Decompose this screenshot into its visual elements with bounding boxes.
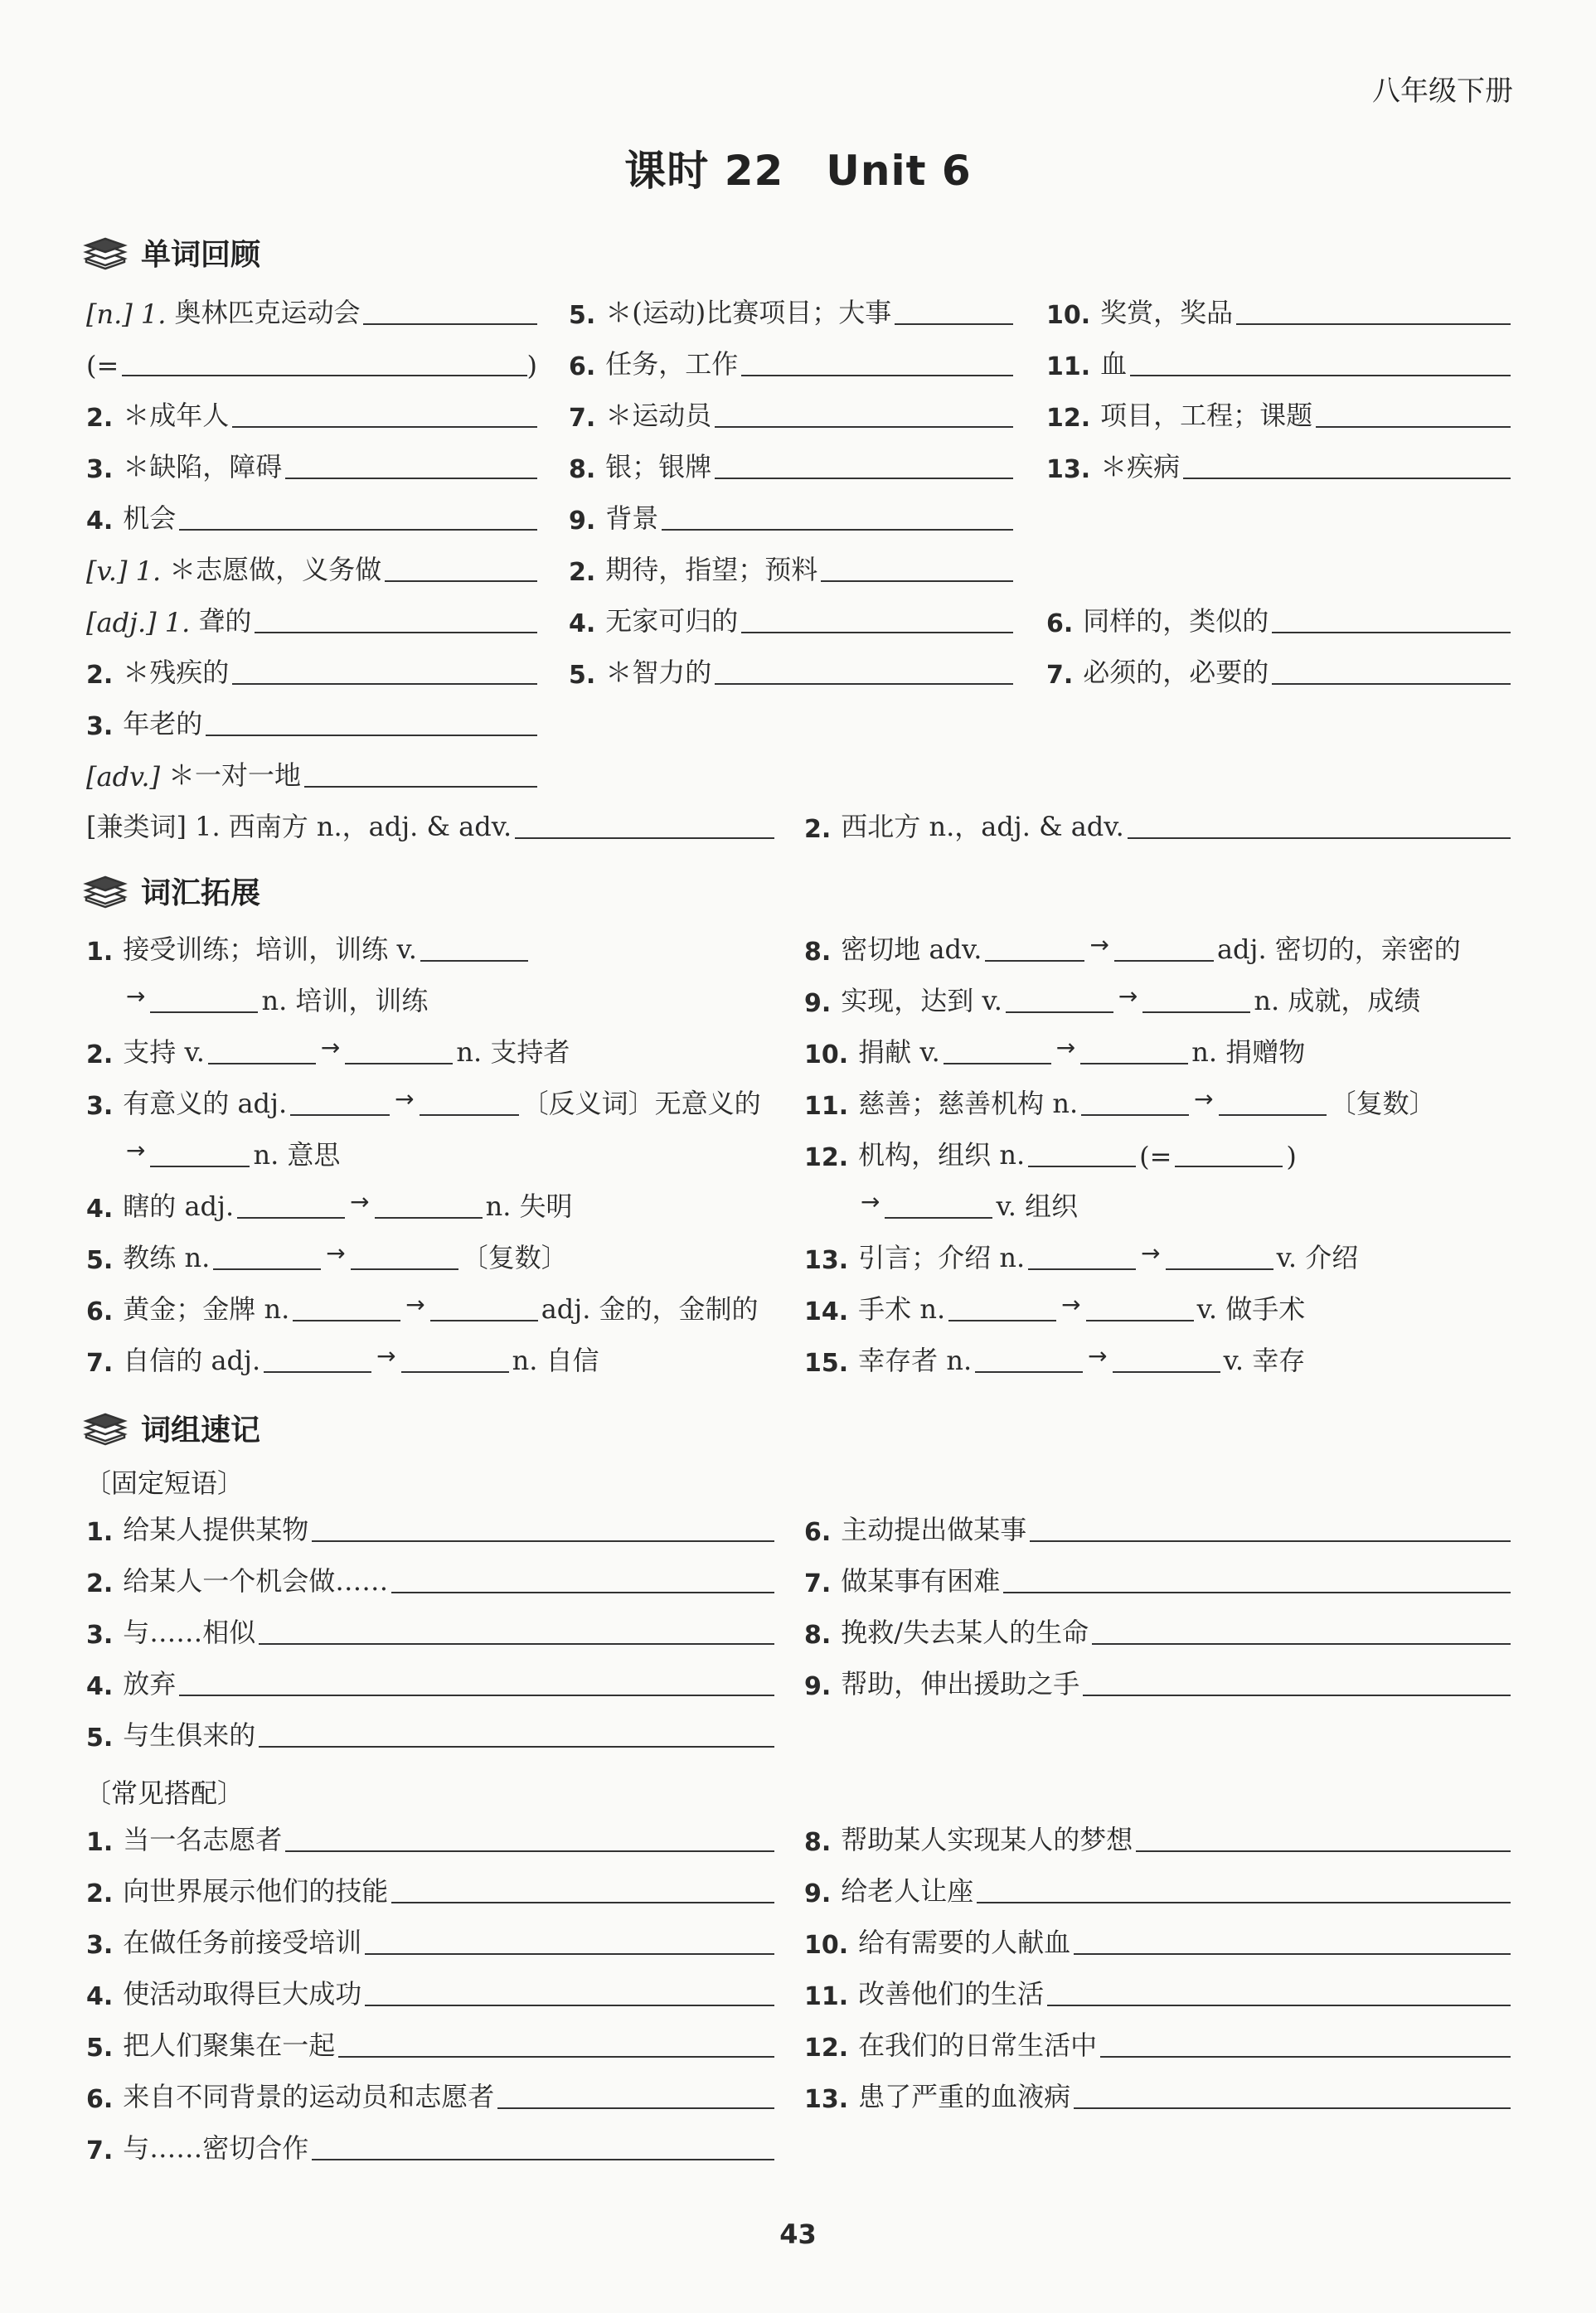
review-v1: [v.] 1. ＊志愿做，义务做 — [86, 547, 537, 587]
answer-blank[interactable] — [179, 1663, 774, 1696]
answer-blank[interactable] — [895, 292, 1013, 325]
expand-5: 5. 教练 n. → 〔复数〕 — [86, 1239, 568, 1275]
fixed-1: 1. 给某人提供某物 — [86, 1507, 774, 1547]
answer-blank[interactable] — [213, 1240, 321, 1270]
answer-blank[interactable] — [821, 549, 1013, 582]
section-word-review — [83, 229, 260, 275]
answer-blank[interactable] — [1113, 1343, 1220, 1373]
answer-blank[interactable] — [975, 1343, 1083, 1373]
answer-blank[interactable] — [1028, 1137, 1136, 1167]
common-2: 2. 向世界展示他们的技能 — [86, 1869, 774, 1908]
expand-2: 2. 支持 v. → n. 支持者 — [86, 1034, 570, 1069]
page-number: 43 — [779, 2218, 817, 2250]
expand-11: 11. 慈善；慈善机构 n. → 〔复数〕 — [804, 1085, 1436, 1121]
expand-12: 12. 机构，组织 n. (= ) — [804, 1139, 1297, 1172]
expand-12-cont: → v. 组织 — [861, 1188, 1079, 1222]
review-n10: 10. 奖赏，奖品 — [1046, 290, 1511, 330]
answer-blank[interactable] — [1028, 1240, 1136, 1270]
answer-blank[interactable] — [1083, 1663, 1511, 1696]
answer-blank[interactable] — [885, 1189, 992, 1219]
answer-blank[interactable] — [985, 932, 1084, 962]
answer-blank[interactable] — [1219, 1086, 1327, 1116]
common-8: 8. 帮助某人实现某人的梦想 — [804, 1817, 1511, 1857]
answer-blank[interactable] — [255, 600, 537, 633]
answer-blank[interactable] — [1086, 1292, 1194, 1321]
review-n1-eq: (= ) — [86, 342, 537, 381]
answer-blank[interactable] — [375, 1189, 483, 1219]
expand-9: 9. 实现，达到 v. → n. 成就，成绩 — [804, 982, 1421, 1018]
common-7: 7. 与……密切合作 — [86, 2126, 774, 2165]
answer-blank[interactable] — [290, 1086, 390, 1116]
common-4: 4. 使活动取得巨大成功 — [86, 1971, 774, 2011]
fixed-8: 8. 挽救/失去某人的生命 — [804, 1610, 1511, 1650]
fixed-5: 5. 与生俱来的 — [86, 1713, 774, 1753]
answer-blank[interactable] — [391, 1870, 774, 1903]
section-phrase-memo — [83, 1404, 260, 1451]
books-icon — [83, 1409, 128, 1446]
fixed-9: 9. 帮助，伸出援助之手 — [804, 1661, 1511, 1701]
review-multi2: 2. 西北方 n.，adj. & adv. — [804, 804, 1511, 844]
answer-blank[interactable] — [1030, 1509, 1511, 1542]
answer-blank[interactable] — [741, 600, 1013, 633]
common-1: 1. 当一名志愿者 — [86, 1817, 774, 1857]
answer-blank[interactable] — [351, 1240, 458, 1270]
answer-blank[interactable] — [179, 497, 537, 531]
answer-blank[interactable] — [293, 1292, 400, 1321]
review-n6: 6. 任务，工作 — [569, 342, 1013, 381]
answer-blank[interactable] — [430, 1292, 538, 1321]
fixed-7: 7. 做某事有困难 — [804, 1559, 1511, 1598]
review-adv1: [adv.] ＊一对一地 — [86, 753, 537, 793]
answer-blank[interactable] — [285, 446, 537, 479]
subsection-fixed-phrases: 〔固定短语〕 — [85, 1467, 245, 1499]
answer-blank[interactable] — [150, 983, 258, 1013]
answer-blank[interactable] — [122, 343, 526, 376]
answer-blank[interactable] — [944, 1035, 1051, 1064]
review-n4: 4. 机会 — [86, 496, 537, 536]
common-13: 13. 患了严重的血液病 — [804, 2074, 1511, 2114]
fixed-3: 3. 与……相似 — [86, 1610, 774, 1650]
answer-blank[interactable] — [1236, 292, 1511, 325]
answer-blank[interactable] — [1003, 1560, 1511, 1593]
books-icon — [83, 872, 128, 909]
answer-blank[interactable] — [1080, 1035, 1188, 1064]
answer-blank[interactable] — [232, 395, 537, 428]
review-adj1: [adj.] 1. 聋的 — [86, 599, 537, 638]
expand-1: 1. 接受训练；培训，训练 v. — [86, 927, 531, 967]
section-title: 词组速记 — [141, 1413, 261, 1447]
answer-blank[interactable] — [1136, 1819, 1511, 1852]
review-n1: [n.] 1. 奥林匹克运动会 — [86, 290, 537, 330]
common-6: 6. 来自不同背景的运动员和志愿者 — [86, 2074, 774, 2114]
answer-blank[interactable] — [1100, 2024, 1511, 2058]
fixed-4: 4. 放弃 — [86, 1661, 774, 1701]
review-multi1: [兼类词] 1. 西南方 n.，adj. & adv. — [86, 804, 774, 844]
review-n5: 5. ＊(运动)比赛项目；大事 — [569, 290, 1013, 330]
answer-blank[interactable] — [1114, 932, 1214, 962]
answer-blank[interactable] — [264, 1343, 371, 1373]
answer-blank[interactable] — [662, 497, 1013, 531]
answer-blank[interactable] — [206, 703, 537, 736]
subsection-common-collocations: 〔常见搭配〕 — [85, 1777, 245, 1809]
answer-blank[interactable] — [150, 1137, 250, 1167]
answer-blank[interactable] — [515, 806, 774, 839]
answer-blank[interactable] — [237, 1189, 345, 1219]
answer-blank[interactable] — [1142, 983, 1250, 1013]
common-5: 5. 把人们聚集在一起 — [86, 2023, 774, 2063]
answer-blank[interactable] — [1074, 2076, 1511, 2109]
answer-blank[interactable] — [1272, 652, 1511, 685]
section-title: 词汇拓展 — [141, 875, 261, 910]
page-title: 课时 22 Unit 6 — [624, 147, 972, 195]
review-n9: 9. 背景 — [569, 496, 1013, 536]
expand-6: 6. 黄金；金牌 n. → adj. 金的，金制的 — [86, 1291, 759, 1326]
section-title: 单词回顾 — [141, 237, 261, 272]
fixed-6: 6. 主动提出做某事 — [804, 1507, 1511, 1547]
answer-blank[interactable] — [1128, 806, 1511, 839]
answer-blank[interactable] — [1175, 1137, 1283, 1167]
expand-7: 7. 自信的 adj. → n. 自信 — [86, 1342, 599, 1378]
common-10: 10. 给有需要的人献血 — [804, 1920, 1511, 1960]
expand-3-cont: → n. 意思 — [126, 1137, 341, 1171]
review-adj7: 7. 必须的，必要的 — [1046, 650, 1511, 690]
common-11: 11. 改善他们的生活 — [804, 1971, 1511, 2011]
answer-blank[interactable] — [1081, 1086, 1189, 1116]
review-n2: 2. ＊成年人 — [86, 393, 537, 433]
review-v2: 2. 期待，指望；预料 — [569, 547, 1013, 587]
expand-10: 10. 捐献 v. → n. 捐赠物 — [804, 1034, 1306, 1069]
section-vocab-expand — [83, 867, 260, 914]
review-n12: 12. 项目，工程；课题 — [1046, 393, 1511, 433]
expand-1-cont: → n. 培训，训练 — [126, 982, 429, 1016]
answer-blank[interactable] — [1074, 1922, 1511, 1955]
common-12: 12. 在我们的日常生活中 — [804, 2023, 1511, 2063]
expand-14: 14. 手术 n. → v. 做手术 — [804, 1291, 1306, 1326]
answer-blank[interactable] — [285, 1819, 774, 1852]
answer-blank[interactable] — [497, 2076, 774, 2109]
answer-blank[interactable] — [948, 1292, 1056, 1321]
answer-blank[interactable] — [715, 446, 1013, 479]
answer-blank[interactable] — [385, 549, 537, 582]
answer-blank[interactable] — [259, 1714, 774, 1748]
answer-blank[interactable] — [365, 1922, 774, 1955]
expand-3: 3. 有意义的 adj. → 〔反义词〕无意义的 — [86, 1085, 761, 1121]
review-n7: 7. ＊运动员 — [569, 393, 1013, 433]
answer-blank[interactable] — [1092, 1612, 1511, 1645]
answer-blank[interactable] — [232, 652, 537, 685]
review-n13: 13. ＊疾病 — [1046, 444, 1511, 484]
answer-blank[interactable] — [1166, 1240, 1273, 1270]
answer-blank[interactable] — [1047, 1973, 1511, 2006]
answer-blank[interactable] — [1272, 600, 1511, 633]
review-adj3: 3. 年老的 — [86, 701, 537, 741]
answer-blank[interactable] — [420, 932, 528, 962]
common-3: 3. 在做任务前接受培训 — [86, 1920, 774, 1960]
expand-13: 13. 引言；介绍 n. → v. 介绍 — [804, 1239, 1359, 1275]
review-n8: 8. 银；银牌 — [569, 444, 1013, 484]
review-adj6: 6. 同样的，类似的 — [1046, 599, 1511, 638]
answer-blank[interactable] — [338, 2024, 774, 2058]
answer-blank[interactable] — [312, 2127, 774, 2160]
answer-blank[interactable] — [345, 1035, 453, 1064]
answer-blank[interactable] — [208, 1035, 316, 1064]
answer-blank[interactable] — [363, 292, 537, 325]
answer-blank[interactable] — [715, 652, 1013, 685]
review-n3: 3. ＊缺陷，障碍 — [86, 444, 537, 484]
review-n11: 11. 血 — [1046, 342, 1511, 381]
expand-8: 8. 密切地 adv. → adj. 密切的，亲密的 — [804, 931, 1461, 967]
answer-blank[interactable] — [1006, 983, 1113, 1013]
answer-blank[interactable] — [391, 1560, 774, 1593]
answer-blank[interactable] — [741, 343, 1013, 376]
common-9: 9. 给老人让座 — [804, 1869, 1511, 1908]
answer-blank[interactable] — [977, 1870, 1511, 1903]
answer-blank[interactable] — [1316, 395, 1511, 428]
answer-blank[interactable] — [365, 1973, 774, 2006]
books-icon — [83, 234, 128, 270]
expand-15: 15. 幸存者 n. → v. 幸存 — [804, 1342, 1306, 1378]
review-adj2: 2. ＊残疾的 — [86, 650, 537, 690]
answer-blank[interactable] — [259, 1612, 774, 1645]
answer-blank[interactable] — [1183, 446, 1511, 479]
answer-blank[interactable] — [715, 395, 1013, 428]
answer-blank[interactable] — [1130, 343, 1511, 376]
answer-blank[interactable] — [312, 1509, 774, 1542]
review-adj4: 4. 无家可归的 — [569, 599, 1013, 638]
grade-label: 八年级下册 — [1372, 75, 1513, 108]
answer-blank[interactable] — [401, 1343, 509, 1373]
answer-blank[interactable] — [304, 754, 537, 788]
fixed-2: 2. 给某人一个机会做…… — [86, 1559, 774, 1598]
review-adj5: 5. ＊智力的 — [569, 650, 1013, 690]
answer-blank[interactable] — [420, 1086, 519, 1116]
expand-4: 4. 瞎的 adj. → n. 失明 — [86, 1188, 573, 1224]
